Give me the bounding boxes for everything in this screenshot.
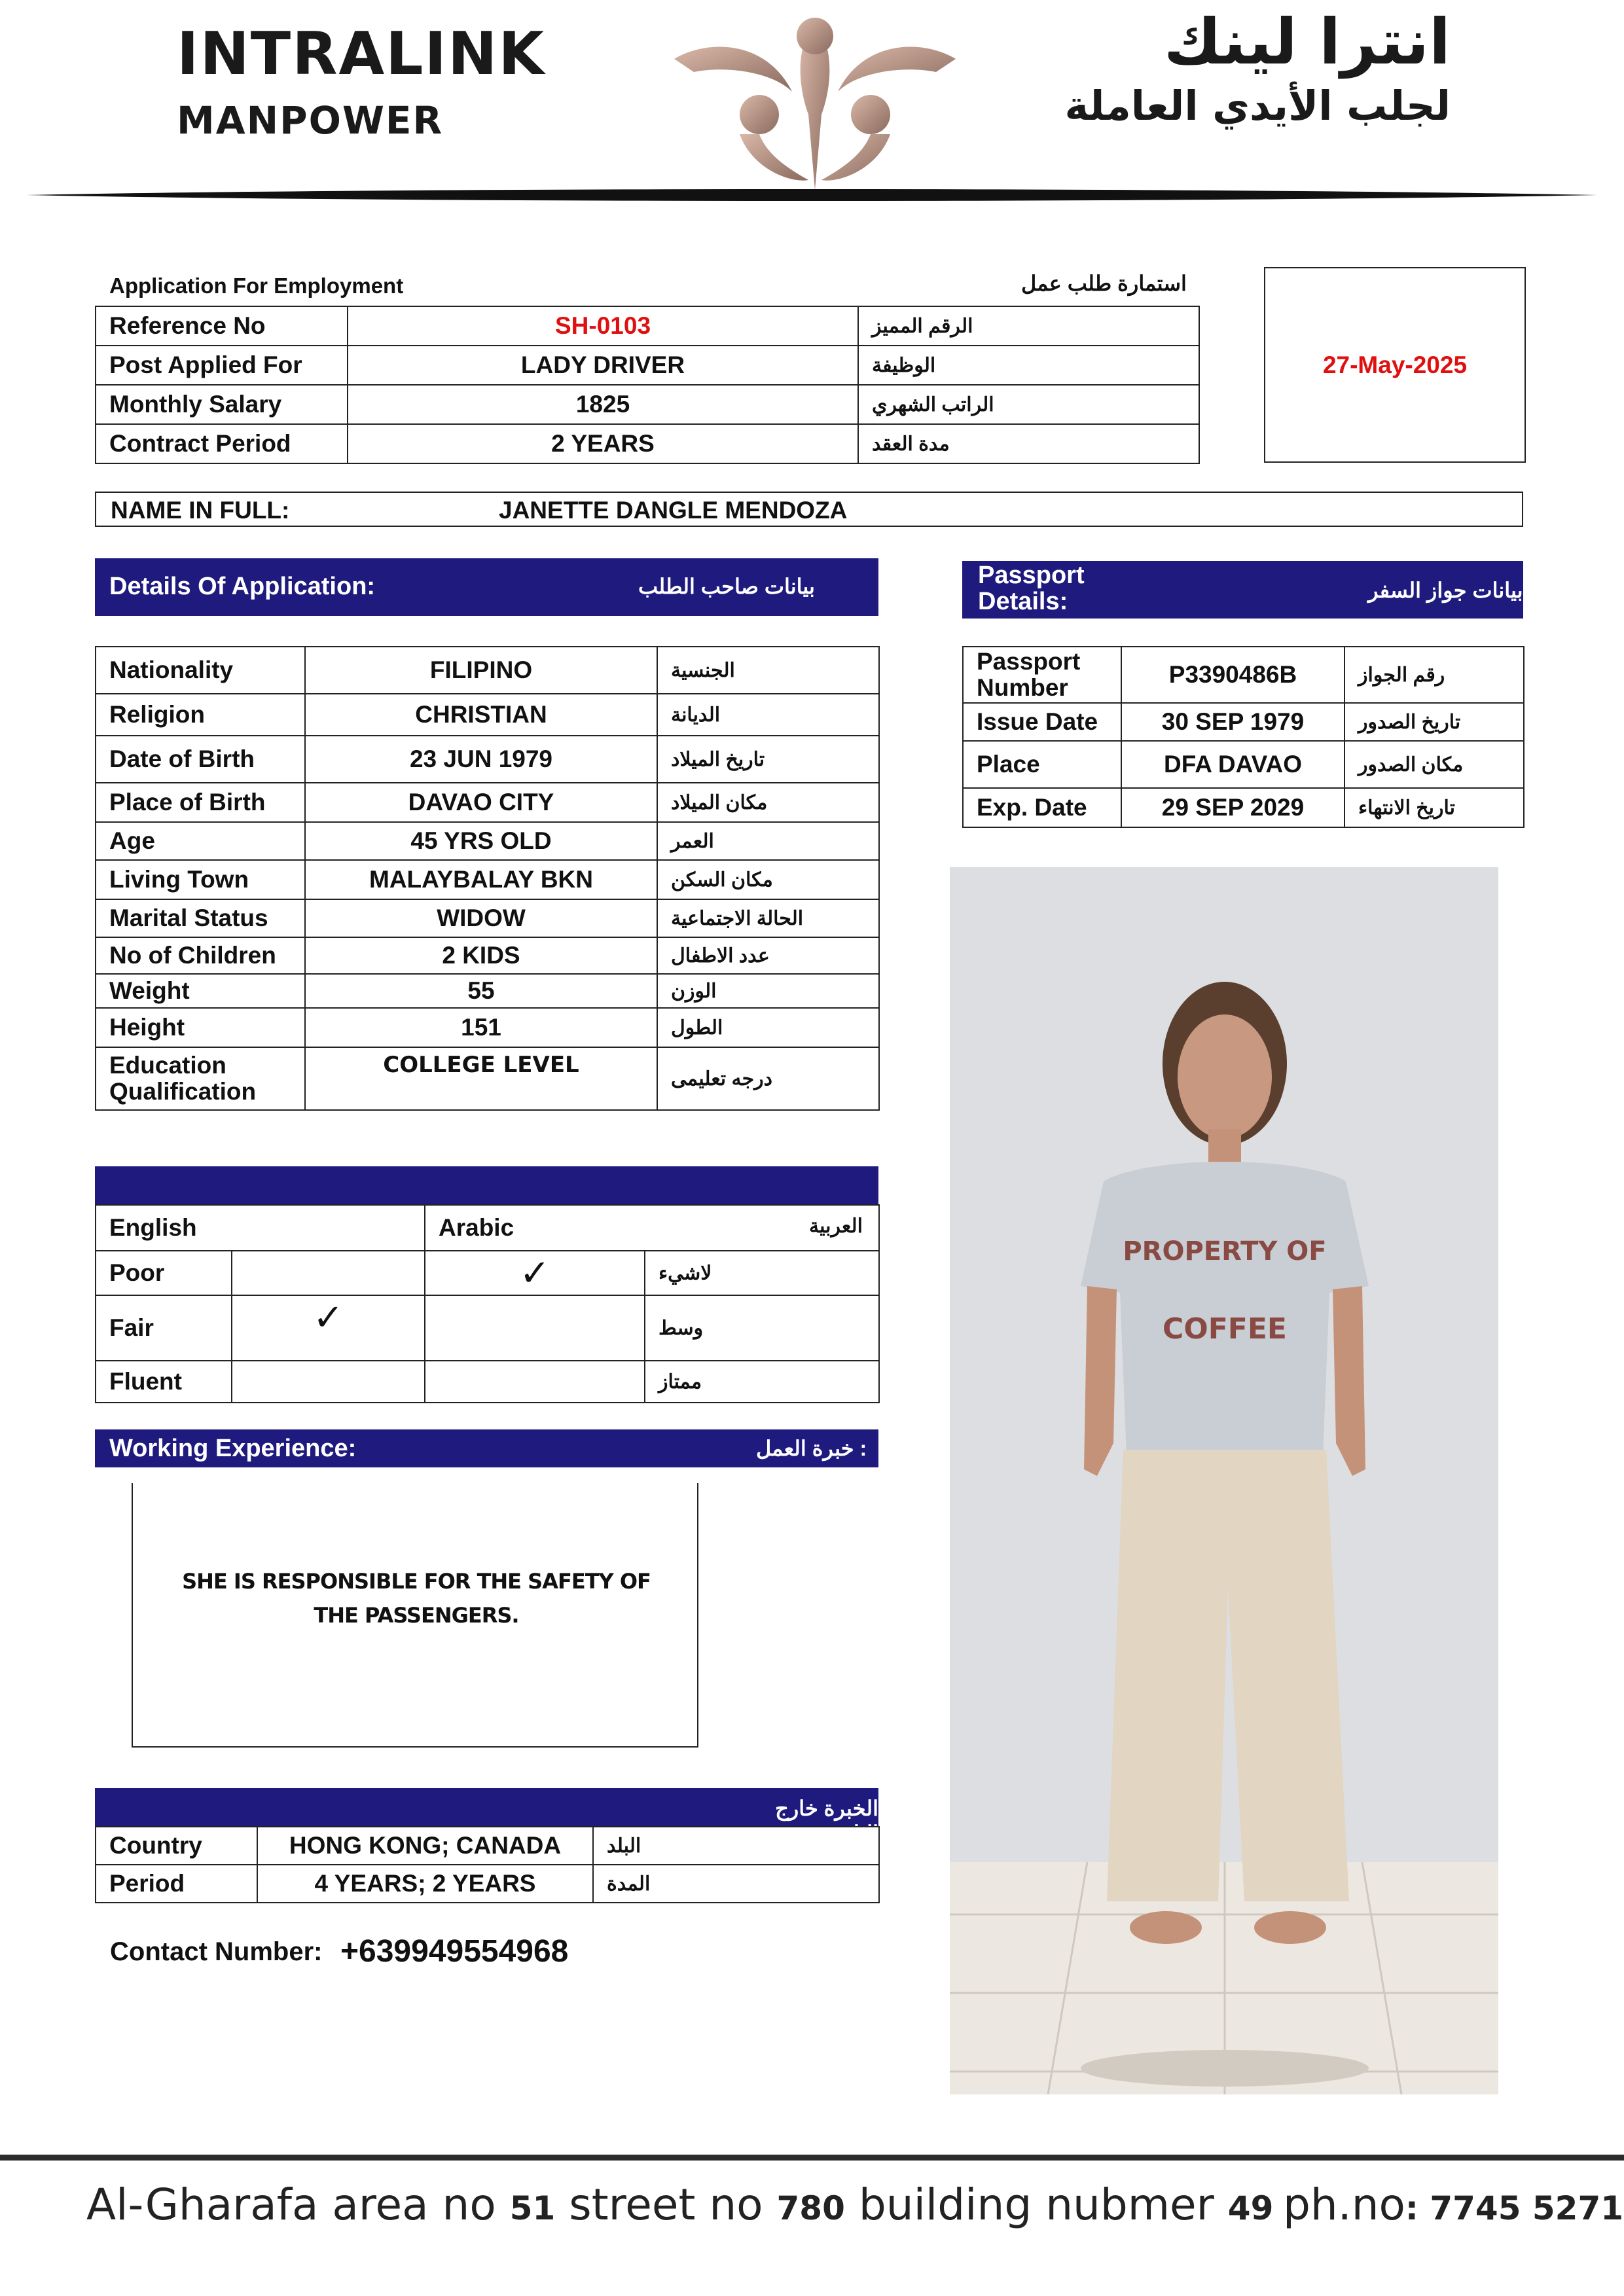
- salary-value: 1825: [348, 385, 858, 424]
- table-row: [963, 741, 1524, 788]
- marital-status-value: WIDOW: [305, 899, 657, 937]
- salary-label-arabic: الراتب الشهري: [858, 385, 1199, 424]
- height-label: Height: [96, 1008, 305, 1047]
- table-row: [96, 424, 1199, 463]
- details-heading-label: Details Of Application:: [109, 573, 376, 600]
- poor-label-arabic: لاشيء: [645, 1251, 879, 1295]
- living-town-value: MALAYBALAY BKN: [305, 860, 657, 899]
- table-row: [96, 736, 879, 783]
- table-row: [96, 860, 879, 899]
- arabic-column-label: Arabic: [439, 1214, 514, 1241]
- arabic-column-label-arabic: العربية: [809, 1215, 863, 1237]
- footer-divider: [0, 2155, 1624, 2161]
- contract-value: 2 YEARS: [348, 424, 858, 463]
- table-row: [96, 1047, 879, 1110]
- application-title-arabic: استمارة طلب عمل: [1021, 272, 1187, 295]
- issue-date-label-arabic: تاريخ الصدور: [1344, 703, 1524, 741]
- dob-value: 23 JUN 1979: [305, 736, 657, 783]
- footer-address: [86, 2179, 1273, 2230]
- experience-box: [132, 1483, 698, 1748]
- svg-text:COFFEE: COFFEE: [1163, 1312, 1287, 1346]
- brand-subtitle-arabic: لجلب الأيدي العاملة: [1064, 82, 1451, 130]
- table-row: [96, 694, 879, 736]
- children-value: 2 KIDS: [305, 937, 657, 974]
- nationality-label: Nationality: [96, 647, 305, 694]
- passport-number-label: Passport Number: [963, 647, 1121, 703]
- application-table: [95, 306, 1200, 464]
- fluent-label: Fluent: [96, 1361, 232, 1403]
- dob-label: Date of Birth: [96, 736, 305, 783]
- experience-heading: [95, 1429, 878, 1467]
- country-label: Country: [96, 1827, 257, 1865]
- birthplace-label: Place of Birth: [96, 783, 305, 822]
- period-label: Period: [96, 1865, 257, 1903]
- company-logo-icon: [668, 0, 962, 190]
- education-label: Education Qualification: [96, 1047, 305, 1110]
- address-part: building nubmer: [844, 2179, 1228, 2230]
- country-label-arabic: البلد: [593, 1827, 879, 1865]
- footer-phone: [1283, 2179, 1623, 2230]
- brand-subtitle-english: MANPOWER: [177, 98, 444, 143]
- table-row: [96, 1251, 879, 1295]
- fair-english-check: ✓: [232, 1295, 425, 1361]
- poor-arabic-check: ✓: [425, 1251, 645, 1295]
- languages-table: [95, 1204, 880, 1403]
- children-label-arabic: عدد الاطفال: [657, 937, 879, 974]
- table-row: [96, 346, 1199, 385]
- religion-label: Religion: [96, 694, 305, 736]
- fluent-english-cell: [232, 1361, 425, 1403]
- fluent-label-arabic: ممتاز: [645, 1361, 879, 1403]
- area-number: 51: [509, 2189, 556, 2227]
- applicant-photo: [950, 867, 1498, 2094]
- age-label-arabic: العمر: [657, 822, 879, 860]
- height-value: 151: [305, 1008, 657, 1047]
- weight-label-arabic: الوزن: [657, 974, 879, 1008]
- table-row: [96, 822, 879, 860]
- table-row: [96, 1361, 879, 1403]
- full-name-box: [95, 492, 1523, 527]
- table-row: [96, 974, 879, 1008]
- passport-heading-arabic: بيانات جواز السفر: [1368, 579, 1523, 602]
- table-row: [963, 703, 1524, 741]
- reference-label: Reference No: [96, 306, 348, 346]
- marital-status-label-arabic: الحالة الاجتماعية: [657, 899, 879, 937]
- issue-place-label-arabic: مكان الصدور: [1344, 741, 1524, 788]
- table-row: [963, 788, 1524, 827]
- table-row: [96, 1205, 879, 1251]
- expiry-date-value: 29 SEP 2029: [1121, 788, 1344, 827]
- phone-label: ph.no: [1283, 2179, 1405, 2230]
- nationality-label-arabic: الجنسية: [657, 647, 879, 694]
- header-divider: [26, 187, 1597, 203]
- abroad-heading: [95, 1788, 878, 1845]
- fair-label: Fair: [96, 1295, 232, 1361]
- nationality-value: FILIPINO: [305, 647, 657, 694]
- fair-arabic-cell: [425, 1295, 645, 1361]
- full-name-value: JANETTE DANGLE MENDOZA: [499, 497, 848, 524]
- marital-status-label: Marital Status: [96, 899, 305, 937]
- reference-value: SH-0103: [348, 306, 858, 346]
- period-value: 4 YEARS; 2 YEARS: [257, 1865, 593, 1903]
- full-name-label: NAME IN FULL:: [111, 497, 290, 524]
- building-number: 49: [1227, 2189, 1274, 2227]
- passport-table: [962, 646, 1525, 828]
- phone-number: : 7745 5271: [1405, 2189, 1624, 2227]
- table-row: [96, 647, 879, 694]
- table-row: [96, 937, 879, 974]
- age-value: 45 YRS OLD: [305, 822, 657, 860]
- table-row: [96, 306, 1199, 346]
- birthplace-label-arabic: مكان الميلاد: [657, 783, 879, 822]
- salary-label: Monthly Salary: [96, 385, 348, 424]
- svg-text:PROPERTY OF: PROPERTY OF: [1123, 1236, 1327, 1266]
- arabic-column-header: [425, 1205, 879, 1251]
- details-heading: [95, 558, 878, 616]
- table-row: [963, 647, 1524, 703]
- experience-text: SHE IS RESPONSIBLE FOR THE SAFETY OF THE PASSENGERS.: [182, 1569, 651, 1628]
- passport-number-value: P3390486B: [1121, 647, 1344, 703]
- table-row: [96, 1008, 879, 1047]
- contact-number: +639949554968: [340, 1934, 569, 1969]
- contract-label-arabic: مدة العقد: [858, 424, 1199, 463]
- passport-heading: [962, 561, 1523, 619]
- religion-label-arabic: الديانة: [657, 694, 879, 736]
- expiry-date-label: Exp. Date: [963, 788, 1121, 827]
- experience-heading-label: Working Experience:: [109, 1435, 357, 1462]
- table-row: [96, 1295, 879, 1361]
- details-table: [95, 646, 880, 1111]
- issue-date-label: Issue Date: [963, 703, 1121, 741]
- table-row: [96, 1827, 879, 1865]
- address-part: Al-Gharafa area no: [86, 2179, 510, 2230]
- post-value: LADY DRIVER: [348, 346, 858, 385]
- contract-label: Contract Period: [96, 424, 348, 463]
- dob-label-arabic: تاريخ الميلاد: [657, 736, 879, 783]
- address-part: street no: [555, 2179, 777, 2230]
- street-number: 780: [776, 2189, 845, 2227]
- details-heading-arabic: بيانات صاحب الطلب: [638, 575, 815, 598]
- education-label-arabic: درجه تعليمى: [657, 1047, 879, 1110]
- post-label-arabic: الوظيفة: [858, 346, 1199, 385]
- issue-place-value: DFA DAVAO: [1121, 741, 1344, 788]
- weight-value: 55: [305, 974, 657, 1008]
- poor-english-cell: [232, 1251, 425, 1295]
- abroad-heading-arabic: الخبرة خارج البلد: [775, 1797, 878, 1845]
- fair-label-arabic: وسط: [645, 1295, 879, 1361]
- reference-label-arabic: الرقم المميز: [858, 306, 1199, 346]
- living-town-label: Living Town: [96, 860, 305, 899]
- brand-name-english: INTRALINK: [177, 20, 546, 88]
- abroad-table: [95, 1826, 880, 1903]
- application-date: 27-May-2025: [1322, 351, 1468, 378]
- weight-label: Weight: [96, 974, 305, 1008]
- issue-date-value: 30 SEP 1979: [1121, 703, 1344, 741]
- living-town-label-arabic: مكان السكن: [657, 860, 879, 899]
- passport-number-label-arabic: رقم الجواز: [1344, 647, 1524, 703]
- education-value: COLLEGE LEVEL: [305, 1047, 657, 1110]
- birthplace-value: DAVAO CITY: [305, 783, 657, 822]
- contact-label: Contact Number:: [110, 1937, 323, 1966]
- english-column-header: English: [96, 1205, 425, 1251]
- post-label: Post Applied For: [96, 346, 348, 385]
- languages-heading: [95, 1166, 878, 1204]
- brand-name-arabic: انترا لينك: [1164, 5, 1451, 79]
- issue-place-label: Place: [963, 741, 1121, 788]
- passport-heading-label: Passport Details:: [978, 562, 1085, 615]
- poor-label: Poor: [96, 1251, 232, 1295]
- table-row: [96, 899, 879, 937]
- date-box: [1264, 267, 1526, 463]
- table-row: [96, 385, 1199, 424]
- age-label: Age: [96, 822, 305, 860]
- country-value: HONG KONG; CANADA: [257, 1827, 593, 1865]
- fluent-arabic-cell: [425, 1361, 645, 1403]
- religion-value: CHRISTIAN: [305, 694, 657, 736]
- expiry-date-label-arabic: تاريخ الانتهاء: [1344, 788, 1524, 827]
- children-label: No of Children: [96, 937, 305, 974]
- table-row: [96, 783, 879, 822]
- period-label-arabic: المدة: [593, 1865, 879, 1903]
- experience-heading-arabic: : خبرة العمل: [756, 1437, 867, 1460]
- height-label-arabic: الطول: [657, 1008, 879, 1047]
- table-row: [96, 1865, 879, 1903]
- application-title: Application For Employment: [109, 274, 404, 298]
